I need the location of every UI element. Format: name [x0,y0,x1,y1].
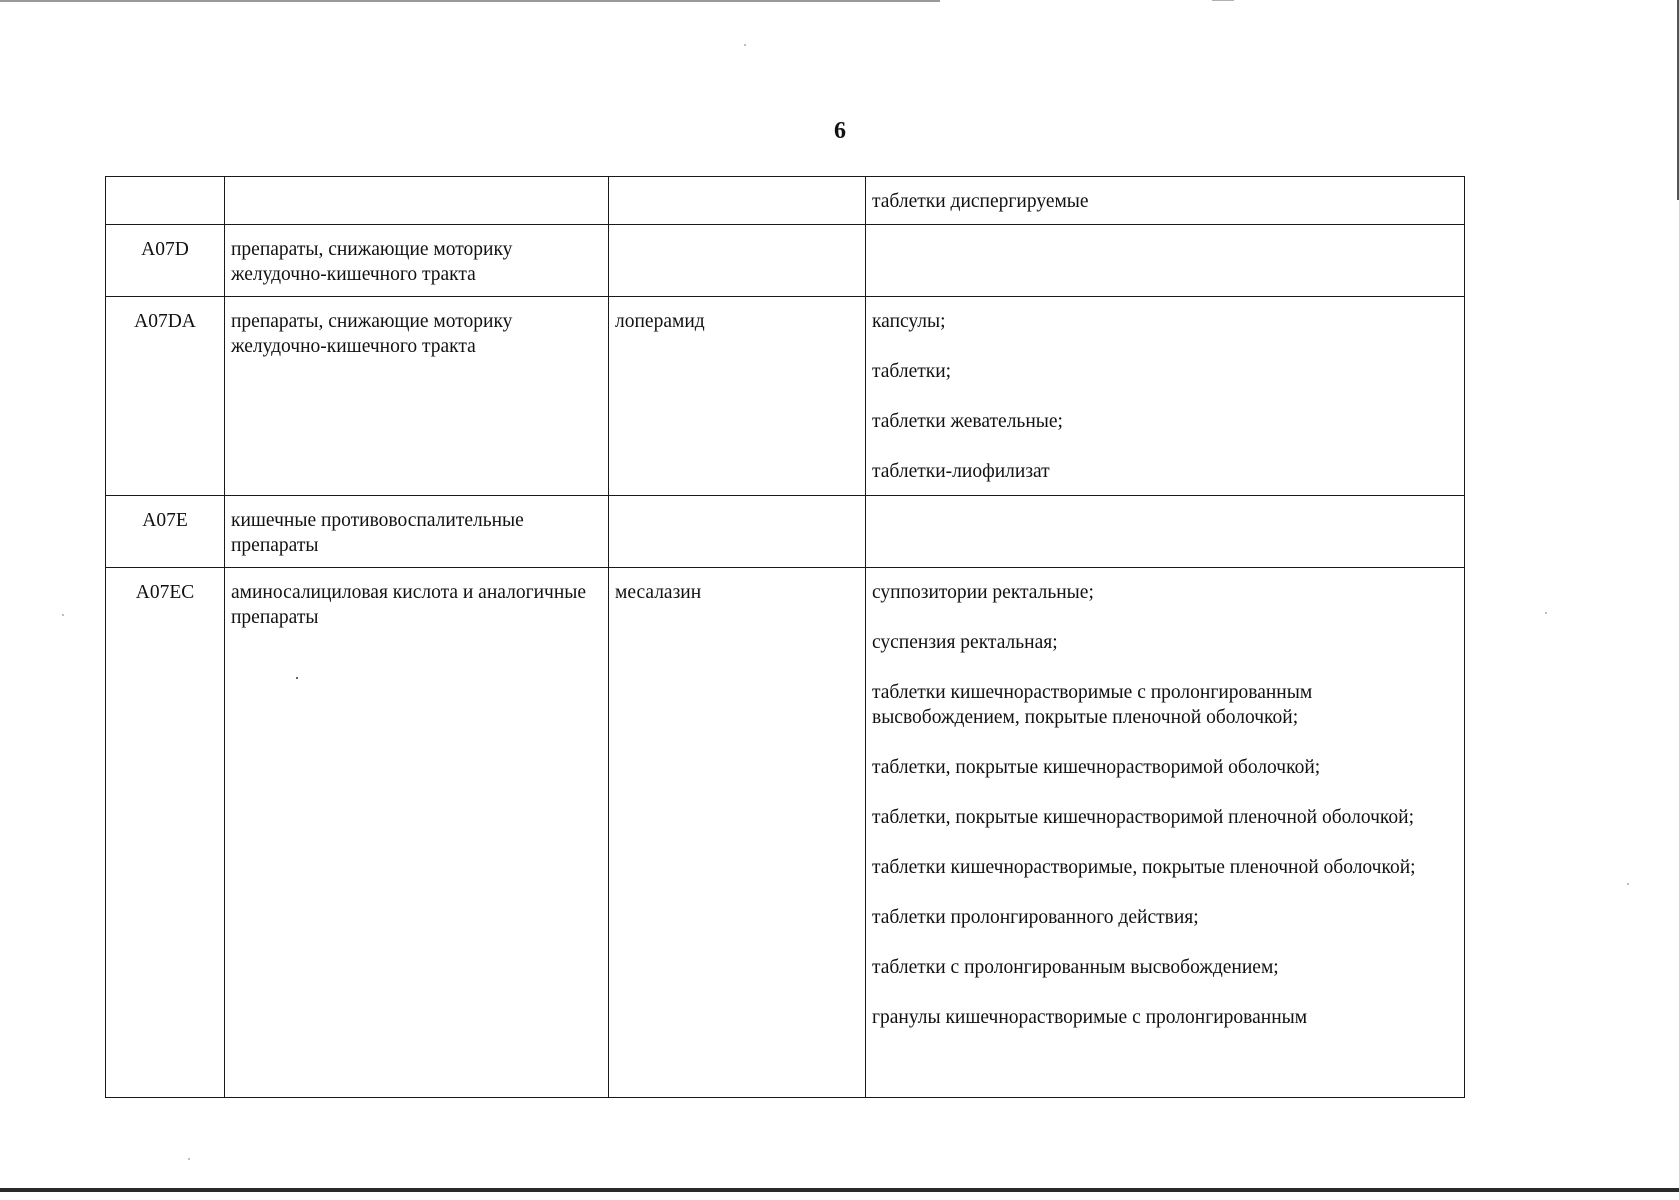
dosage-form-item: суспензия ректальная; [872,632,1058,653]
table-row [106,568,1465,1098]
scan-speck [1627,883,1629,885]
scan-speck [188,1158,190,1160]
dosage-form-item: таблетки; [872,361,952,382]
table-row [106,496,1465,568]
dosage-form-item: таблетки пролонгированного действия; [872,907,1199,928]
substance-cell: месалазин [609,568,866,1098]
atc-code-cell: A07E [106,496,225,568]
group-cell: препараты, снижающие моторику желудочно-кишечного тракта [225,297,609,496]
dosage-form-item: таблетки диспергируемые [872,191,1089,212]
substance-cell: лоперамид [609,297,866,496]
dosage-form-item: таблетки кишечнорастворимые с пролонгированным высвобождением, покрытые пленочной оболочкой; [872,682,1313,728]
page-number: 6 [834,118,846,144]
dosage-form-item: суппозитории ректальные; [872,582,1094,603]
scan-speck [62,614,64,616]
table-row [106,225,1465,297]
dosage-forms-cell [866,297,1465,496]
substance-cell [609,177,866,225]
substance-cell [609,225,866,297]
table-row [106,177,1465,225]
dosage-form-item: таблетки с пролонгированным высвобождением; [872,957,1279,978]
table-row [106,297,1465,496]
scan-speck [1545,612,1547,614]
group-cell: аминосалициловая кислота и аналогичные препараты [225,568,609,1098]
dosage-form-item: гранулы кишечнорастворимые с пролонгированным [872,1007,1308,1028]
dosage-form-item: таблетки жевательные; [872,411,1063,432]
table-body [106,177,1465,1098]
dosage-form-item: таблетки, покрытые кишечнорастворимой пленочной оболочкой; [872,807,1415,828]
scan-speck [296,677,298,679]
scan-speck [744,44,746,46]
dosage-forms-cell [866,225,1465,297]
dosage-form-item: таблетки, покрытые кишечнорастворимой оболочкой; [872,757,1321,778]
scan-border-bottom [0,1188,1679,1192]
group-cell: препараты, снижающие моторику желудочно-кишечного тракта [225,225,609,297]
atc-code-cell: A07EC [106,568,225,1098]
dosage-forms-cell [866,177,1465,225]
dosage-form-item: таблетки-лиофилизат [872,461,1050,482]
dosage-forms-cell [866,496,1465,568]
scan-border-top [0,0,940,2]
dosage-form-item: капсулы; [872,311,946,332]
atc-code-cell: A07DA [106,297,225,496]
atc-code-cell [106,177,225,225]
atc-code-cell: A07D [106,225,225,297]
scan-border-top-fragment [1212,0,1234,1]
dosage-forms-cell [866,568,1465,1098]
group-cell: кишечные противовоспалительные препараты [225,496,609,568]
substance-cell [609,496,866,568]
drug-list-table [105,176,1465,1098]
group-cell [225,177,609,225]
dosage-form-item: таблетки кишечнорастворимые, покрытые пленочной оболочкой; [872,857,1416,878]
